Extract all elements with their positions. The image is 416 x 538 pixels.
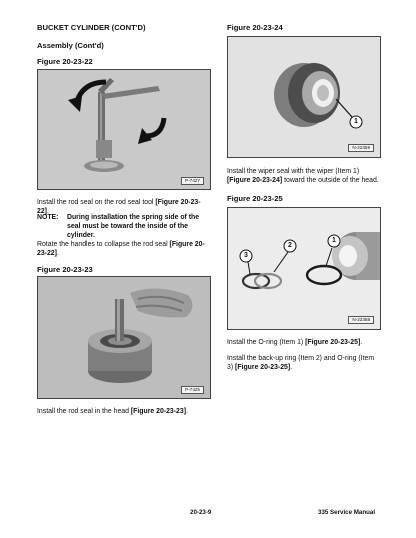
figure-ref: [Figure 20-23-24] — [227, 177, 283, 185]
callout-2: 2 — [288, 242, 292, 249]
paragraph-rotate-handles: Rotate the handles to collapse the rod seal [Figure 20-23-22]. — [37, 241, 205, 258]
figure-tag: N-22358 — [348, 316, 374, 324]
paragraph-install-rod-seal: Install the rod seal in the head [Figure 20-23-23]. — [37, 408, 188, 415]
figure-tag: P-7427 — [181, 177, 204, 185]
figure-ref: [Figure 20-23-23] — [130, 408, 187, 415]
figure-oring-backup-photo — [227, 207, 381, 330]
paragraph-rod-seal-tool: Install the rod seal on the rod seal tool [Figure 20-23-22]. — [37, 199, 201, 216]
oring-backup-illustration — [228, 208, 380, 329]
figure-title-20-23-23: Figure 20-23-23 — [37, 265, 93, 274]
figure-wiper-seal-photo — [227, 36, 381, 158]
figure-title-20-23-22: Figure 20-23-22 — [37, 57, 93, 66]
figure-ref: [Figure 20-23-22] — [37, 199, 201, 216]
figure-rod-seal-head-photo — [37, 276, 211, 399]
callout-1: 1 — [354, 118, 358, 125]
figure-title-20-23-24: Figure 20-23-24 — [227, 23, 283, 32]
subheading: Assembly (Cont'd) — [37, 41, 104, 50]
note-label: NOTE: — [37, 214, 59, 221]
note-text: During installation the spring side of the seal must be toward the inside of the cylinder. — [67, 214, 200, 240]
page-number: 20-23-9 — [190, 509, 212, 516]
figure-ref: [Figure 20-23-25] — [305, 339, 361, 346]
paragraph-install-oring: Install the O-ring (Item 1) [Figure 20-23-25]. — [227, 339, 363, 346]
figure-ref: [Figure 20-23-22] — [37, 241, 205, 258]
wiper-seal-illustration — [228, 37, 380, 157]
manual-name: 335 Service Manual — [318, 509, 376, 516]
figure-title-20-23-25: Figure 20-23-25 — [227, 194, 283, 203]
rod-seal-tool-illustration — [38, 70, 210, 189]
figure-tag: N-22359 — [348, 144, 374, 152]
rod-seal-head-illustration — [38, 277, 210, 398]
callout-1: 1 — [332, 237, 336, 244]
figure-rod-seal-tool-photo — [37, 69, 211, 190]
paragraph-wiper-seal: Install the wiper seal with the wiper (Item 1) [Figure 20-23-24] toward the outside of the head. — [227, 168, 379, 185]
paragraph-install-backup-ring: Install the back-up ring (Item 2) and O-ring (Item 3) [Figure 20-23-25]. — [227, 355, 375, 372]
section-title: BUCKET CYLINDER (CONT'D) — [37, 23, 146, 32]
figure-tag: P-7425 — [181, 386, 204, 394]
callout-3: 3 — [244, 252, 248, 259]
figure-ref: [Figure 20-23-25] — [235, 364, 291, 372]
